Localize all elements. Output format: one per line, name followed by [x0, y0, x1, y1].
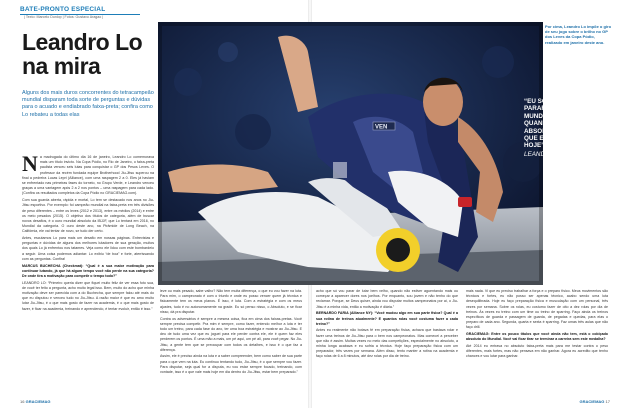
body-paragraph: Com sua guarda aberta, rápida e mortal, Lo tem se destacado nos anos no Jiu-Jitsu esportivo. Por exemplo: foi campeão mundial na faixa-preta em três divisões de peso diferentes – entre os leves (2012 e 2013), entre os médios (2014) e entre os meio pesados (2015). O objetivo dos títulos de categoria, além de buscar novos desafios, é o ouro mundial absoluto da IBJJF, que Lo tentará em 2016, no Mundial da categoria. O ouro deste ano, na Pirâmide de Long Beach, na Califórnia, ele vai tentar de novo, se tudo der certo. — [22, 198, 154, 234]
fight-photo-illustration — [158, 22, 543, 285]
body-paragraph: Contra os adversários é sempre a mesma coisa, fica em cima dos faixas-pretas. Você sempre precisa competir. Pra mim é sempre, como fazer, entendo melhor a luta e ter todo um treino, para cada fase do ano, ter uma boa estratégia e mostrar ao Jiu-Jitsu. E deu de tudo uma vez que eu joguei para ele perder contra ele, ele é quem faz eles perderem os pontos. É uma mão a mais, um pé aqui, um pé ali, para você pegar. No Jiu-Jitsu, a gente tem que se preocupar com todos os detalhes, e isso é o que faz a diferença. — [160, 316, 302, 352]
photo-caption: Por cima, Leandro Lo impõe o giro de seu jogo sobre o brilho no GP dos Leves da Copa Pódio, realizado em janeiro deste ano. — [545, 24, 612, 45]
section-tag: BATE-PRONTO ESPECIAL — [20, 6, 106, 13]
intro-paragraph: a madrugada do último dia 16 de janeiro, Leandro Lo comemorava mais um título invicto. Na Copa Pódio, no Rio de Janeiro, o faixa-preta paulista venceu seis lutas para conquistar o GP dos Pesos Leves. O professor da recém fundada equipe Brotherhood Jiu-Jitsu superou na final a pedreira Lucas Lepri (Alliance), com uma raspagem 2 a 0. Eles já haviam se enfrentado nas primeiras fases do torneio, no Grupo Verde, e Leandro venceu graças a uma vantagem após 2 a 2 nos pontos – uma raspagem para cada lado. (Confira os resultados completos da Copa Pódio no GRACIEMAG.com). — [22, 155, 154, 196]
interview-question: BERNARDO FARIA (Alliance NY): “Você mudou algo em sua parte física? Qual é a sua rotina de treinos atualmente? E quantos rolas você costuma fazer a cada treino?” — [316, 311, 458, 326]
body-paragraph: Antes, escutamos Lo para mais um desafio em nossas páginas. Entrevistas e perguntas e dúvidas de alguns dos melhores lutadores de sua geração, muitos dos quais Lo já enfrentou nos tatames. Veja como ele lidou com este bombardeio a seguir. Uma coisa podemos adiantar: Lo exibiu “de boa” e forte, aterrissando com as perguntas. Confira! — [22, 236, 154, 261]
magazine-name: GRACIEMAG — [25, 399, 51, 404]
folio-left — [20, 399, 50, 404]
fight-photo — [158, 22, 543, 285]
body-column-2 — [160, 289, 302, 395]
pull-quote-text: “EU SÓ VOU PENSAR EM PARAR DE DISPUTAR O MUNDIAL DA IBJJF QUANDO GANHAR O ABSOLUTO, É O TÍTULO QUE EU MAIS QUERO HOJE” — [524, 98, 602, 150]
interview-answer: Antes eu realmente não botava fé em preparação física, achava que bastava rolar e fazer uma treinos de Jiu-Jitsu para o bem nos campeonatos. Mas comecei a perceber que não é assim. Muitas vezes no meio das competições, especialmente no absoluto, a minha longa acabava e eu sofria a técnica. Hoje faço preparação física com um preparador, três vezes por semana. Além disso, tento manter a rotina na academia e faço rolas de 6 a 8 minutos, até dez rolas por dia de treino. — [316, 328, 458, 359]
interview-answer: Até 2014 eu entrava no absoluto faixa-preta mais para me testar contra o peso diferentes, mais fortes, mas não pensava em não ganhar. Agora eu acredito que tenho chances e vou lutar para ganhar. — [466, 344, 608, 359]
pull-quote-attribution: LEANDRO LO — [524, 150, 565, 158]
body-column-3 — [316, 289, 458, 395]
page-number: 17 — [605, 399, 610, 404]
gi-patch-text: VEN — [375, 124, 388, 131]
article-lede: Alguns dos mais duros concorrentes do tetracampeão mundial disparam toda sorte de perguntas e dúvidas para o acuado e endiabrado faixa-preta; confira como Lo rebateu a todas elas — [22, 90, 154, 118]
body-paragraph: acho que só vou parar de lutar bem velho, quando não estiver aguentando mais ou começar a aparecer dores nos joelhos. Por enquanto, sou jovem e não tenho do que reclamar. Porque, se Deus quiser, ainda vou disputar muitos campeonatos por aí, o Jiu-Jitsu é a minha vida, então a motivação é diária.” — [316, 289, 458, 309]
body-column-1 — [22, 155, 154, 395]
folio-right — [580, 399, 610, 404]
body-column-4 — [466, 289, 608, 395]
body-paragraph: mais nada. Vi que eu preciso trabalhar a força e o preparo físico. Meus movimentos são técnicos e fortes, eu não posso ser apenas técnico, acabo sendo uma luta desequilibrada. Hoje eu faço preparação física e musculação com um personal, três vezes por semana. Sobre os rolas, eu costumo fazer de oito a dez rolas por dia de treinos. Às vezes eu treino com um time ou treino de sparring. Faço ainda os treinos específicos de guarda e passagem de guarda, de pegadas e quedas, para elas o preparo de cada ano. Segunda, quarta e sexta é sparring. Faz umas três aulas que não faço drill. — [466, 289, 608, 330]
magazine-name: GRACIEMAG — [579, 399, 605, 404]
drop-cap: N — [22, 155, 38, 176]
interview-question: GRACIEMAG: Entre os pouco títulos que você ainda não tem, está o cobiçado absoluto do Mundial. Você vai ficar tirar se terminar a carreira sem este medalha? — [466, 332, 608, 342]
article-headline: Leandro Lo na mira — [22, 29, 143, 79]
interview-question: MARCUS BUCHECHA (Checkmat): “Qual é a sua maior motivação para continuar lutando, já que há algum tempo você não perde na sua categoria? De onde tira a motivação para competir o tempo todo?” — [22, 263, 154, 278]
page-number: 16 — [20, 399, 25, 404]
interview-answer: LEANDRO LO: “Primeiro queria dizer que fiquei muito feliz de ver essa foto sua, de você ter feito a pergunta, acho muito legal isso. Bem, muito do acho que minha motivação deve ser parecida com a do Buchecha, que sempre falou até mais do que eu disputou e venceu tudo no Jiu-Jitsu. A razão maior é que eu amo muito lutar Jiu-Jitsu, é o que mais gosto de fazer na academia, é o que mais gosto de fazer, é ficar na academia, treinando e aprendendo, é tentar evoluir, então é isso.” — [22, 280, 154, 311]
pull-quote — [524, 98, 608, 158]
body-paragraph: leve ou mais pesado, sabe valho? Não tem muita diferença, o que eu vou fazer na luta. Para mim, o campeonato é com o triunfo e onde eu posso vencer quem já técnica e fisicamente tem os meus planos. É isso, é luta. Com a estratégia e com os meus ajustes, tudo é no autonomamente na grade. Eu só penso nisso, o Absoluto, e se ficar nisso, dá pra disputar. — [160, 289, 302, 314]
body-paragraph: Assim, ele é preciso ainda na luta e a saber compreender, bem como saber de sua parte para o que vem na luta. Eu continuo tentando tudo, Jiu-Jitsu, é o que sempre vou fazer. Para disputar, seja qual for a disputa, eu vou estar sempre focado, treinando, com vontade, isso é o que vale mais hoje em dia dentro do Jiu-Jitsu, estar bem preparado.” — [160, 354, 302, 375]
byline-credits: | Texto: Marcelo Dunlop | Fotos: Gustavo Aragao | — [24, 15, 104, 19]
